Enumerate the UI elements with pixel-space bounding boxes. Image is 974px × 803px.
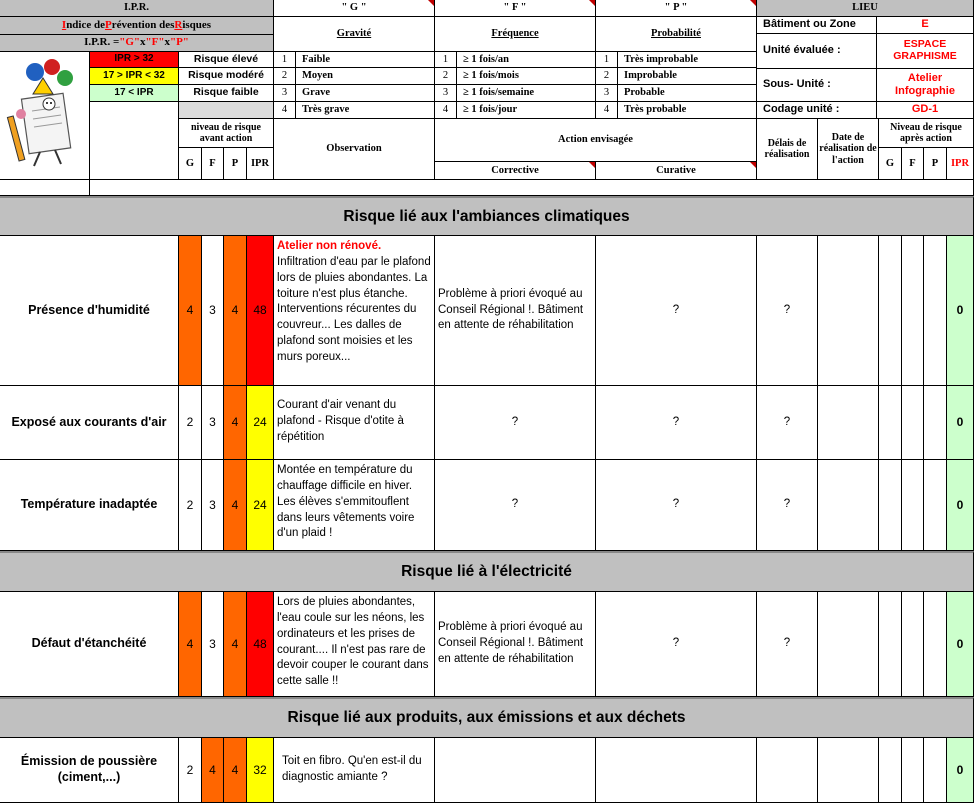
ipr-title: I.P.R. [0, 0, 274, 17]
risk-f: 3 [202, 386, 224, 460]
level-low-label: Risque faible [179, 85, 274, 102]
level-medium-range: 17 > IPR < 32 [90, 68, 179, 85]
before-f-header: F [202, 148, 224, 180]
after-p [924, 460, 947, 551]
risk-ipr: 48 [247, 236, 274, 386]
risk-date [818, 386, 879, 460]
lieu-value: Atelier Infographie [877, 69, 974, 102]
gravity-label: Faible [296, 52, 435, 68]
risk-date [818, 236, 879, 386]
gravity-label: Très grave [296, 102, 435, 119]
curative-header: Curative [596, 162, 757, 180]
probability-num: 1 [596, 52, 618, 68]
risk-delais: ? [757, 386, 818, 460]
frequency-num: 1 [435, 52, 457, 68]
risk-name: Exposé aux courants d'air [0, 386, 179, 460]
ipr-legend: I ndice de P révention des R isques [0, 17, 274, 35]
risk-g: 2 [179, 386, 202, 460]
risk-delais: ? [757, 236, 818, 386]
probability-label: Très improbable [618, 52, 757, 68]
risk-g: 4 [179, 236, 202, 386]
lieu-title: LIEU [757, 0, 974, 17]
gravity-label: Moyen [296, 68, 435, 85]
lieu-label: Bâtiment ou Zone [757, 17, 877, 34]
after-g [879, 236, 902, 386]
risk-p: 4 [224, 236, 247, 386]
risk-curative: ? [596, 592, 757, 697]
gravity-num: 3 [274, 85, 296, 102]
risk-ipr: 24 [247, 460, 274, 551]
frequency-label: ≥ 1 fois/an [457, 52, 596, 68]
risk-delais: ? [757, 460, 818, 551]
corrective-header: Corrective [435, 162, 596, 180]
gravity-num: 4 [274, 102, 296, 119]
after-p [924, 236, 947, 386]
risk-observation: Toit en fibro. Qu'en est-il du diagnostic amiante ? [274, 738, 435, 803]
risk-p: 4 [224, 592, 247, 697]
mascot-illustration [0, 52, 90, 180]
risk-p: 4 [224, 460, 247, 551]
lieu-label: Unité évaluée : [757, 34, 877, 69]
after-g [879, 386, 902, 460]
spacer-cell [90, 180, 974, 196]
lieu-label: Codage unité : [757, 102, 877, 119]
risk-curative: ? [596, 460, 757, 551]
after-f [902, 236, 924, 386]
before-g-header: G [179, 148, 202, 180]
after-ipr: 0 [947, 592, 974, 697]
frequency-label: ≥ 1 fois/mois [457, 68, 596, 85]
risk-corrective [435, 738, 596, 803]
after-p [924, 592, 947, 697]
probability-title: Probabilité [596, 17, 757, 52]
risk-f: 3 [202, 592, 224, 697]
risk-ipr: 32 [247, 738, 274, 803]
risk-ipr: 48 [247, 592, 274, 697]
after-f-header: F [902, 148, 924, 180]
section-title: Risque lié à l'électricité [0, 551, 974, 592]
level-high-range: IPR > 32 [90, 52, 179, 68]
risk-corrective: Problème à priori évoqué au Conseil Régional !. Bâtiment en attente de réhabilitation [435, 236, 596, 386]
probability-num: 3 [596, 85, 618, 102]
lieu-label: Sous- Unité : [757, 69, 877, 102]
date-header: Date de réalisation de l'action [818, 119, 879, 180]
level-medium-label: Risque modéré [179, 68, 274, 85]
gravity-label: Grave [296, 85, 435, 102]
frequency-num: 4 [435, 102, 457, 119]
risk-p: 4 [224, 738, 247, 803]
after-f [902, 460, 924, 551]
risk-f: 3 [202, 236, 224, 386]
after-p [924, 738, 947, 803]
risk-corrective: Problème à priori évoqué au Conseil Régional !. Bâtiment en attente de réhabilitation [435, 592, 596, 697]
lieu-value: ESPACE GRAPHISME [877, 34, 974, 69]
lieu-value: E [877, 17, 974, 34]
after-ipr: 0 [947, 738, 974, 803]
after-ipr: 0 [947, 386, 974, 460]
after-f [902, 592, 924, 697]
risk-p: 4 [224, 386, 247, 460]
risk-name: Température inadaptée [0, 460, 179, 551]
risk-date [818, 592, 879, 697]
probability-label: Improbable [618, 68, 757, 85]
after-g-header: G [879, 148, 902, 180]
frequency-title: Fréquence [435, 17, 596, 52]
after-g [879, 460, 902, 551]
risk-curative: ? [596, 236, 757, 386]
before-ipr-header: IPR [247, 148, 274, 180]
risk-name: Émission de poussière (ciment,...) [0, 738, 179, 803]
risk-corrective: ? [435, 386, 596, 460]
ipr-formula: I.P.R. = "G" x "F" x "P" [0, 35, 274, 52]
probability-label: Très probable [618, 102, 757, 119]
blank-cell [90, 102, 179, 180]
risk-observation: Courant d'air venant du plafond - Risque d'otite à répétition [274, 386, 435, 460]
blank-gray-cell [179, 102, 274, 119]
level-high-label: Risque élevé [179, 52, 274, 68]
before-action-header: niveau de risque avant action [179, 119, 274, 148]
risk-g: 4 [179, 592, 202, 697]
after-ipr-header: IPR [947, 148, 974, 180]
frequency-label: ≥ 1 fois/jour [457, 102, 596, 119]
probability-label: Probable [618, 85, 757, 102]
risk-name: Défaut d'étanchéité [0, 592, 179, 697]
after-ipr: 0 [947, 236, 974, 386]
risk-observation: Lors de pluies abondantes, l'eau coule sur les néons, les ordinateurs et les prises de courant.... Il n'est pas rare de devoir couper le courant dans cette salle !! [274, 592, 435, 697]
safety-mascot-icon [5, 56, 85, 176]
risk-corrective: ? [435, 460, 596, 551]
frequency-num: 3 [435, 85, 457, 102]
after-f [902, 386, 924, 460]
risk-f: 3 [202, 460, 224, 551]
after-f [902, 738, 924, 803]
risk-curative [596, 738, 757, 803]
risk-observation: Atelier non rénové. Infiltration d'eau par le plafond lors de pluies abondantes. La toiture n'est plus étanche. Interventions récurentes du couvreur... Les dalles de plafond sont moisies et les murs poreux... [274, 236, 435, 386]
lieu-value: GD-1 [877, 102, 974, 119]
after-action-header: Niveau de risque après action [879, 119, 974, 148]
delais-header: Délais de réalisation [757, 119, 818, 180]
risk-g: 2 [179, 460, 202, 551]
frequency-label: ≥ 1 fois/semaine [457, 85, 596, 102]
gravity-title: Gravité [274, 17, 435, 52]
before-p-header: P [224, 148, 247, 180]
risk-delais: ? [757, 592, 818, 697]
section-title: Risque lié aux l'ambiances climatiques [0, 196, 974, 236]
probability-num: 2 [596, 68, 618, 85]
after-p [924, 386, 947, 460]
action-header: Action envisagée [435, 119, 757, 162]
risk-date [818, 460, 879, 551]
section-title: Risque lié aux produits, aux émissions et aux déchets [0, 697, 974, 738]
risk-g: 2 [179, 738, 202, 803]
gravity-num: 1 [274, 52, 296, 68]
frequency-letter: " F " [435, 0, 596, 17]
risk-delais [757, 738, 818, 803]
after-ipr: 0 [947, 460, 974, 551]
probability-letter: " P " [596, 0, 757, 17]
after-g [879, 592, 902, 697]
frequency-num: 2 [435, 68, 457, 85]
risk-ipr: 24 [247, 386, 274, 460]
probability-num: 4 [596, 102, 618, 119]
risk-name: Présence d'humidité [0, 236, 179, 386]
after-g [879, 738, 902, 803]
gravity-letter: " G " [274, 0, 435, 17]
observation-header: Observation [274, 119, 435, 180]
spacer-cell [0, 180, 90, 196]
after-p-header: P [924, 148, 947, 180]
gravity-num: 2 [274, 68, 296, 85]
risk-f: 4 [202, 738, 224, 803]
risk-observation: Montée en température du chauffage difficile en hiver. Les élèves s'emmitouflent dans leurs vêtements voire d'un plaid ! [274, 460, 435, 551]
risk-date [818, 738, 879, 803]
level-low-range: 17 < IPR [90, 85, 179, 102]
risk-curative: ? [596, 386, 757, 460]
